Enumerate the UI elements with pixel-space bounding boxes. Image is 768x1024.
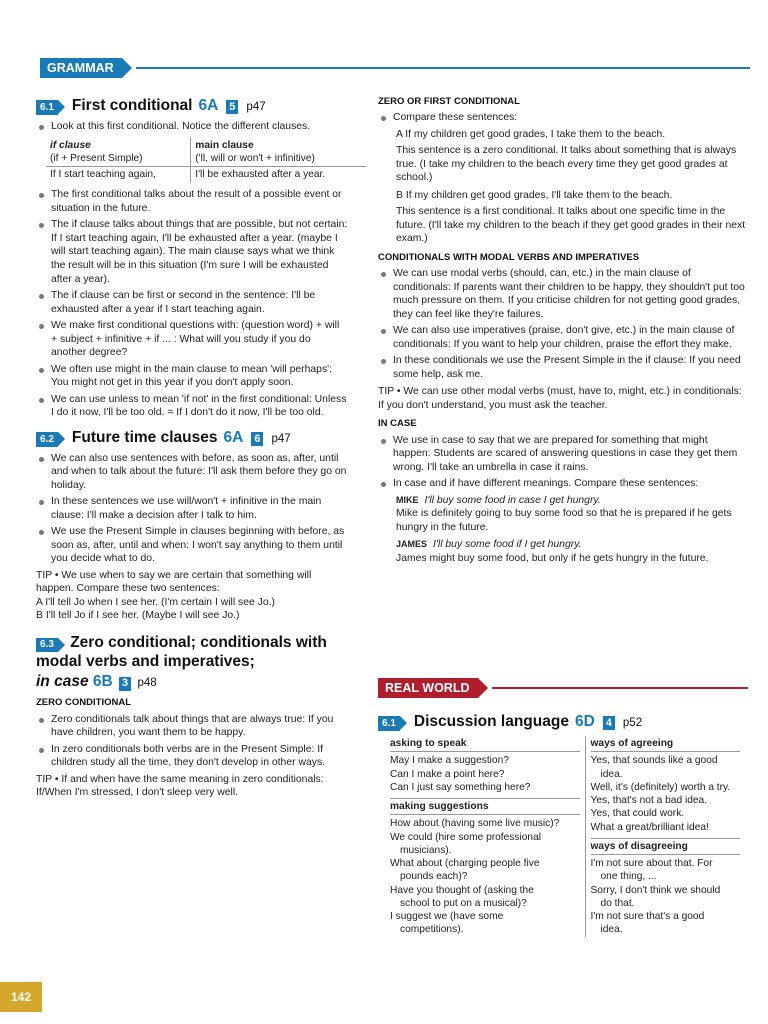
list-item: school to put on a musical)? — [400, 897, 527, 909]
making-list — [390, 817, 580, 936]
header-rule — [136, 67, 750, 69]
list-item: Zero conditionals talk about things that are always true: If you have children, you want them to be happy. — [36, 713, 348, 740]
list-item: We could (hire some professional — [390, 831, 541, 843]
list-item: Have you thought of (asking the — [390, 884, 534, 896]
table-header: making suggestions — [390, 798, 580, 815]
unit-ref: 6A — [223, 428, 244, 446]
page-ref: p52 — [622, 717, 643, 729]
list-item: Can I make a point here? — [390, 768, 505, 780]
list-item: Yes, that sounds like a good — [590, 755, 718, 767]
table-header: ways of disagreeing — [591, 838, 741, 855]
table-cell: I'll be exhausted after a year. — [195, 169, 326, 181]
list-item: We can use unless to mean 'if not' in the first conditional: Unless I do it now, I'll be too old. = If I don't do it now, I'll be too old. — [36, 393, 348, 420]
section-number: 6.3 — [36, 638, 58, 653]
section-title: First conditional — [71, 97, 193, 114]
example-b: B I'll tell Jo if I see her. (Maybe I will see Jo.) — [36, 610, 240, 622]
grammar-tag: GRAMMAR — [40, 58, 122, 78]
box-ref: 4 — [603, 716, 615, 730]
unit-ref: 6D — [574, 713, 595, 730]
list-item: idea. — [600, 924, 623, 936]
list-item: idea. — [600, 768, 623, 780]
list-item: Yes, that could work. — [590, 808, 685, 820]
speaker-name: MIKE — [396, 494, 419, 505]
list-item: We can also use imperatives (praise, don't give, etc.) in the main clause of conditionals: If you want to help your children, praise the effort they make. — [378, 324, 748, 351]
section-title: Discussion language — [413, 713, 569, 730]
disagree-list — [591, 857, 741, 937]
list-item: I'm not sure that's a good — [590, 911, 705, 922]
list-item: In these conditionals we use the Present Simple in the if clause: If you need some help, ask me. — [378, 354, 748, 381]
speaker-name: JAMES — [396, 539, 428, 550]
section-title: Zero conditional; conditionals with modal verbs and imperatives; — [36, 633, 327, 671]
example-a: A If my children get good grades, I take them to the beach. — [396, 128, 666, 140]
list-item: Sorry, I don't think we should — [590, 884, 721, 896]
table-header: if clause — [50, 139, 91, 151]
section-number: 6.1 — [36, 100, 58, 115]
grammar-header — [40, 58, 750, 78]
list-item: The if clause talks about things that are possible, but not certain: If I start teaching again, I'll be exhausted after a year. (maybe I will start teaching again). The main clause says what we think the result will be in this situation (I'm sure I will be exhausted after a year). — [36, 218, 348, 286]
example-sentence: I'll buy some food if I get hungry. — [433, 539, 582, 551]
asking-list — [390, 754, 580, 794]
list-item: Well, it's (definitely) worth a try. — [590, 781, 731, 793]
list-item: We can also use sentences with before, as soon as, after, until and when to talk about the future: I'll ask them before they go on holiday. — [36, 452, 348, 493]
example-a: A I'll tell Jo when I see her. (I'm certain I will see Jo.) — [36, 596, 276, 608]
conditional-table — [46, 138, 366, 183]
example-sentence: I'll buy some food in case I get hungry. — [424, 494, 601, 506]
table-sub: (if + Present Simple) — [50, 152, 143, 164]
subheading: CONDITIONALS WITH MODAL VERBS AND IMPERATIVES — [378, 251, 640, 263]
explanation: James might buy some food, but only if he gets hungry in the future. — [396, 552, 709, 564]
unit-ref: 6A — [198, 97, 219, 114]
list-item: do that. — [600, 897, 635, 909]
list-item: We make first conditional questions with: (question word) + will + subject + infinitive + if ... : What will you study if you do another degree? — [36, 319, 348, 360]
section-number: 6.2 — [36, 432, 58, 447]
list-item: I'm not sure about that. For — [590, 858, 713, 869]
box-ref: 3 — [119, 677, 131, 691]
real-world-header — [378, 678, 748, 698]
list-item: What about (charging people five — [390, 858, 540, 869]
list-item: In zero conditionals both verbs are in the Present Simple: If children study all the time, they don't develop in other ways. — [36, 743, 348, 770]
list-item: competitions). — [400, 924, 464, 936]
list-item: In these sentences we use will/won't + infinitive in the main clause: I'll make a decision after I talk to him. — [36, 495, 348, 522]
discussion-heading — [378, 712, 642, 732]
discussion-table — [385, 736, 745, 937]
table-sub: ('ll, will or won't + infinitive) — [195, 152, 315, 164]
list-item: Look at this first conditional. Notice the different clauses. — [36, 120, 348, 134]
page-number: 142 — [0, 982, 42, 1012]
list-item: I suggest we (have some — [390, 911, 504, 922]
section-title-2: in case — [36, 672, 89, 690]
subheading: ZERO CONDITIONAL — [36, 697, 131, 709]
subheading: IN CASE — [378, 418, 417, 430]
tip-text: TIP • We use when to say we are certain that something will happen. Compare these two sentences: — [36, 569, 312, 595]
header-rule — [492, 687, 749, 689]
list-item: How about (having some live music)? — [390, 818, 560, 830]
tip-text: TIP • If and when have the same meaning in zero conditionals: If/When I'm stressed, I don't sleep very well. — [36, 773, 324, 799]
table-header: ways of agreeing — [591, 736, 741, 752]
agree-list — [591, 754, 741, 834]
list-item: The if clause can be first or second in the sentence: I'll be exhausted after a year if I start teaching again. — [36, 289, 348, 316]
list-item: The first conditional talks about the result of a possible event or situation in the future. — [36, 188, 348, 215]
list-item: We can use modal verbs (should, can, etc.) in the main clause of conditionals: If parents want their children to be happy, they shouldn't put too much pressure on them. If you criticise children for not getting good grades, they can feel like they're failures. — [378, 267, 748, 321]
explanation: This sentence is a first conditional. It talks about one specific time in the future. (I'll take my children to the beach if they get good grades in their next exam.) — [396, 206, 746, 245]
unit-ref: 6B — [92, 672, 113, 690]
list-item: What a great/brilliant idea! — [590, 821, 709, 833]
page-ref: p47 — [246, 101, 266, 113]
list-item: pounds each)? — [400, 871, 468, 883]
subheading: ZERO OR FIRST CONDITIONAL — [378, 96, 520, 107]
list-item: May I make a suggestion? — [390, 755, 509, 767]
example-b: B If my children get good grades, I'll take them to the beach. — [396, 189, 673, 201]
left-column — [36, 92, 348, 800]
page-ref: p47 — [271, 432, 291, 445]
list-item: We often use might in the main clause to mean 'will perhaps': You might not get in this year if you don't apply soon. — [36, 363, 348, 390]
section-6-3-heading — [36, 633, 348, 691]
table-header: main clause — [195, 139, 254, 151]
explanation: This sentence is a zero conditional. It talks about something that is always true. (I take my children to the beach every time they get good grades at school.) — [396, 145, 737, 184]
tip-text: TIP • We can use other modal verbs (must, have to, might, etc.) in conditionals: If you don't understand, you must ask the teacher. — [378, 386, 742, 411]
list-item: We use in case to say that we are prepared for something that might happen: Students are scared of answering questions in case they get them wrong. I'll take an umbrella in case it rains. — [378, 434, 748, 475]
list-item: Compare these sentences: — [378, 111, 748, 125]
list-item: In case and if have different meanings. Compare these sentences: — [378, 477, 748, 491]
section-6-2-heading — [36, 428, 348, 448]
list-item: Yes, that's not a bad idea. — [590, 795, 708, 806]
list-item: musicians). — [400, 844, 452, 856]
right-column — [378, 96, 748, 565]
section-6-1-heading — [36, 96, 348, 116]
section-title: Future time clauses — [71, 428, 218, 446]
box-ref: 5 — [226, 100, 238, 114]
box-ref: 6 — [251, 432, 263, 446]
table-cell: If I start teaching again, — [46, 167, 191, 183]
table-header: asking to speak — [390, 736, 580, 752]
list-item: one thing, ... — [600, 871, 657, 883]
explanation: Mike is definitely going to buy some food so that he is prepared if he gets hungry in the future. — [396, 508, 732, 533]
list-item: We use the Present Simple in clauses beginning with before, as soon as, after, until and when: I won't say anything to them until you decide what to do. — [36, 525, 348, 566]
list-item: Can I just say something here? — [390, 781, 531, 793]
real-world-tag: REAL WORLD — [378, 678, 478, 698]
section-number: 6.1 — [378, 716, 400, 731]
page-ref: p48 — [137, 676, 157, 689]
